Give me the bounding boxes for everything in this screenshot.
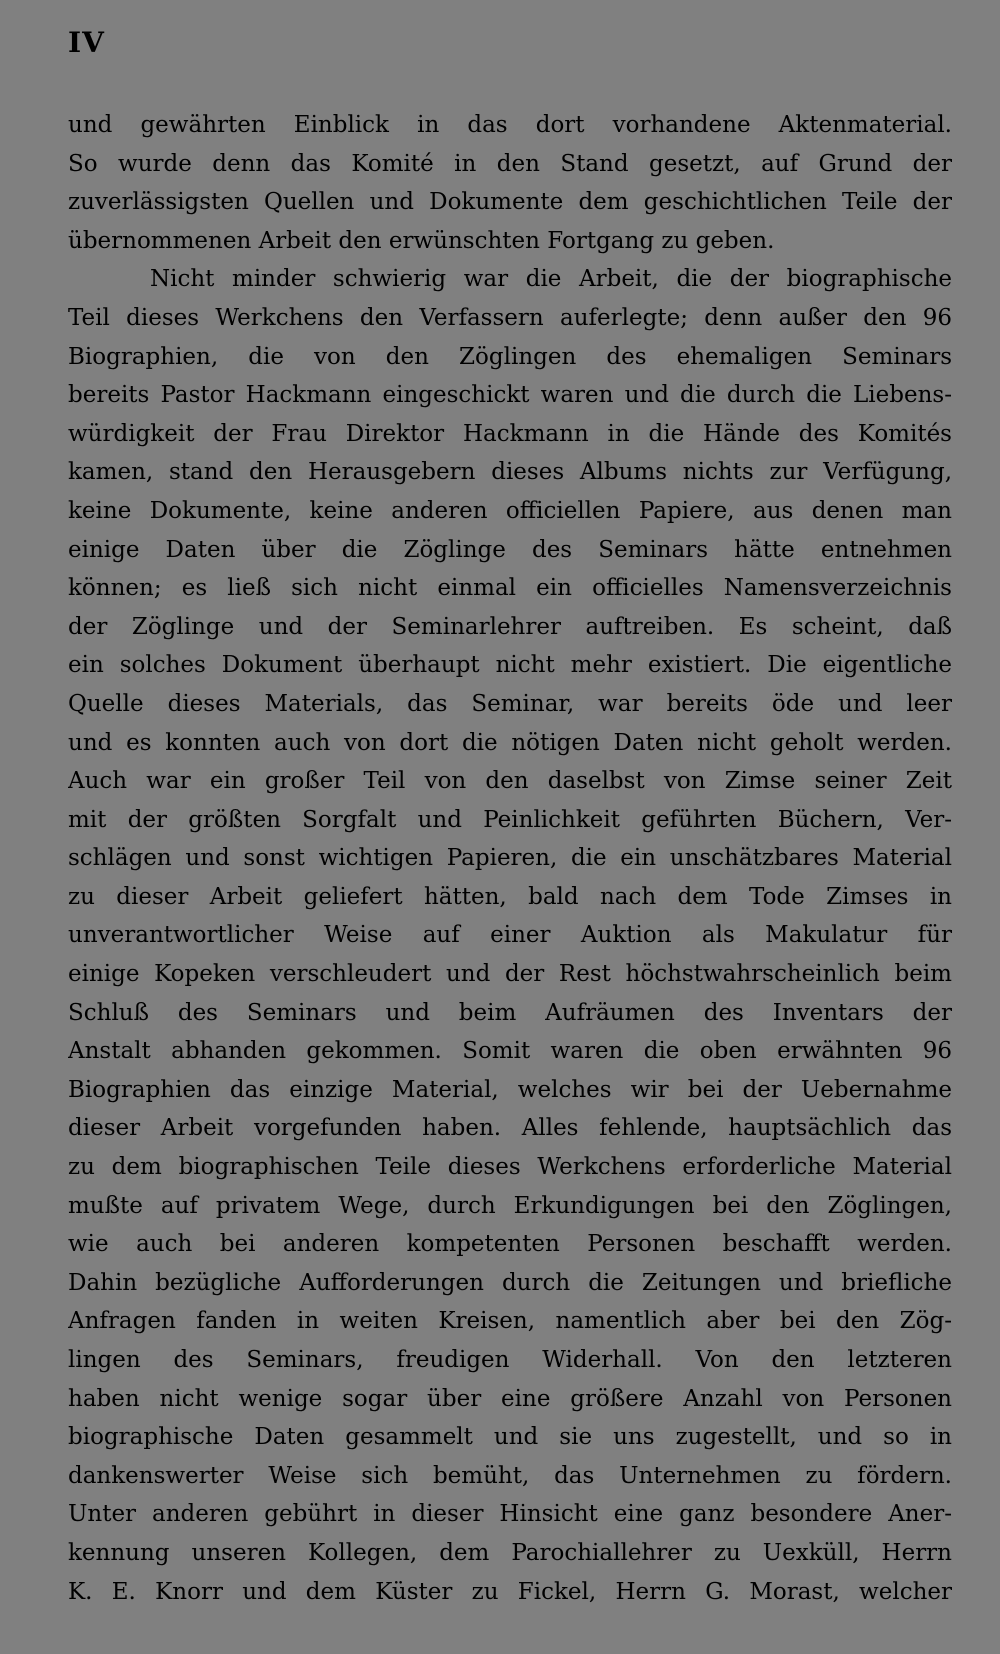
text-line: Biographien, die von den Zöglingen des ehemaligen Seminars: [68, 343, 952, 370]
text-line: lingen des Seminars, freudigen Widerhall. Von den letzteren: [68, 1347, 952, 1373]
text-line: Schluß des Seminars und beim Aufräumen des Inventars der: [68, 999, 952, 1026]
text-line: Dahin bezügliche Aufforderungen durch die Zeitungen und briefliche: [68, 1269, 952, 1296]
text-line: und gewährten Einblick in das dort vorhandene Aktenmaterial.: [68, 112, 952, 138]
text-line: ein solches Dokument überhaupt nicht mehr existiert. Die eigentliche: [68, 652, 952, 679]
text-line: wie auch bei anderen kompetenten Personen beschafft werden.: [68, 1231, 952, 1258]
text-line: können; es ließ sich nicht einmal ein officielles Namensverzeichnis: [68, 575, 952, 602]
text-line: dankenswerter Weise sich bemüht, das Unternehmen zu fördern.: [68, 1462, 952, 1489]
text-line: zu dieser Arbeit geliefert hätten, bald nach dem Tode Zimses in: [68, 883, 952, 910]
text-line: Auch war ein großer Teil von den daselbst von Zimse seiner Zeit: [68, 768, 952, 795]
body-text: [68, 106, 952, 1611]
text-line: würdigkeit der Frau Direktor Hackmann in die Hände des Komités: [68, 420, 952, 447]
text-line: bereits Pastor Hackmann eingeschickt waren und die durch die Liebens-: [68, 382, 952, 409]
text-line: mußte auf privatem Wege, durch Erkundigungen bei den Zöglingen,: [68, 1192, 952, 1219]
page-number: IV: [68, 26, 105, 59]
text-line: keine Dokumente, keine anderen officiellen Papiere, aus denen man: [68, 497, 952, 524]
text-line: Unter anderen gebührt in dieser Hinsicht eine ganz besondere Aner-: [68, 1501, 952, 1528]
text-line: dieser Arbeit vorgefunden haben. Alles fehlende, hauptsächlich das: [68, 1115, 952, 1142]
text-line: Quelle dieses Materials, das Seminar, war bereits öde und leer: [68, 690, 952, 717]
text-line: haben nicht wenige sogar über eine größere Anzahl von Personen: [68, 1385, 952, 1412]
text-line: und es konnten auch von dort die nötigen Daten nicht geholt werden.: [68, 729, 952, 756]
text-line: kennung unseren Kollegen, dem Parochiallehrer zu Uexküll, Herrn: [68, 1539, 952, 1566]
text-line: unverantwortlicher Weise auf einer Auktion als Makulatur für: [68, 922, 952, 949]
text-line: Anfragen fanden in weiten Kreisen, namentlich aber bei den Zög-: [68, 1308, 952, 1335]
text-line: Biographien das einzige Material, welches wir bei der Uebernahme: [68, 1076, 952, 1103]
text-line: Anstalt abhanden gekommen. Somit waren die oben erwähnten 96: [68, 1038, 952, 1065]
text-line: Nicht minder schwierig war die Arbeit, die der biographische: [150, 266, 952, 293]
text-line: einige Daten über die Zöglinge des Seminars hätte entnehmen: [68, 536, 952, 563]
text-line: der Zöglinge und der Seminarlehrer auftreiben. Es scheint, daß: [68, 613, 952, 640]
text-line: zu dem biographischen Teile dieses Werkchens erforderliche Material: [68, 1154, 952, 1181]
text-line: einige Kopeken verschleudert und der Rest höchstwahrscheinlich beim: [68, 961, 952, 988]
text-line: mit der größten Sorgfalt und Peinlichkeit geführten Büchern, Ver-: [68, 806, 952, 833]
text-line: zuverlässigsten Quellen und Dokumente dem geschichtlichen Teile der: [68, 189, 952, 216]
text-line: kamen, stand den Herausgebern dieses Albums nichts zur Verfügung,: [68, 459, 952, 486]
text-line: So wurde denn das Komité in den Stand gesetzt, auf Grund der: [68, 150, 952, 177]
text-line: schlägen und sonst wichtigen Papieren, die ein unschätzbares Material: [68, 845, 952, 872]
text-line: biographische Daten gesammelt und sie uns zugestellt, und so in: [68, 1424, 952, 1451]
text-line: K. E. Knorr und dem Küster zu Fickel, Herrn G. Morast, welcher: [68, 1578, 952, 1605]
text-line: Teil dieses Werkchens den Verfassern auferlegte; denn außer den 96: [68, 304, 952, 331]
text-line: übernommenen Arbeit den erwünschten Fortgang zu geben.: [68, 227, 775, 254]
